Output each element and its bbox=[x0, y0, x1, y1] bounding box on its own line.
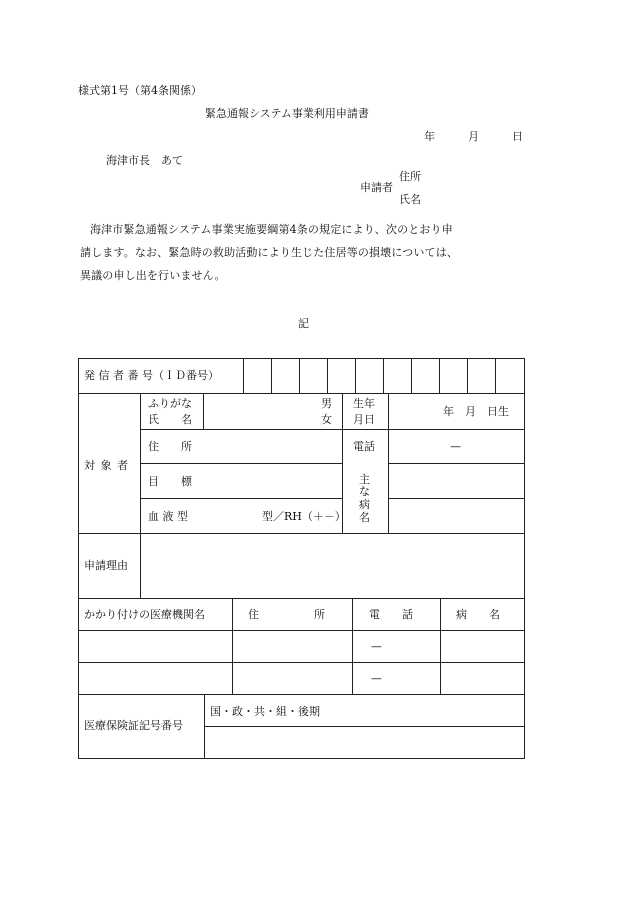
statement-line-2: 請します。なお、緊急時の救助活動により生じた住居等の損壊については、 bbox=[80, 246, 458, 259]
furigana-label: ふりがな bbox=[148, 397, 192, 410]
insurance-types: 国・政・共・組・後期 bbox=[210, 705, 320, 718]
blood-type-format: 型／RH（＋－） bbox=[262, 510, 346, 523]
sender-number-label: 発 信 者 番 号（ＩＤ番号） bbox=[84, 369, 219, 382]
applicant-address-label: 住所 bbox=[399, 170, 421, 183]
date-line bbox=[424, 131, 523, 142]
clinic-address-header: 住 所 bbox=[248, 608, 325, 621]
disease-char-4: 名 bbox=[359, 511, 370, 524]
birth-label-2: 月日 bbox=[353, 413, 375, 426]
clinic-phone-dash-2: — bbox=[371, 672, 382, 685]
applicant-label: 申請者 bbox=[360, 181, 393, 194]
statement-line-1: 海津市緊急通報システム事業実施要綱第4条の規定により、次のとおり申 bbox=[90, 223, 453, 236]
document-title: 緊急通報システム事業利用申請書 bbox=[205, 107, 369, 120]
applicant-name-label: 氏名 bbox=[399, 193, 421, 206]
statement-line-3: 異議の申し出を行いません。 bbox=[80, 269, 226, 282]
ki-heading: 記 bbox=[298, 317, 309, 330]
addressee: 海津市長 あて bbox=[106, 154, 183, 167]
name-label: 氏 名 bbox=[148, 413, 192, 426]
clinic-phone-dash-1: — bbox=[371, 640, 382, 653]
birth-label-1: 生年 bbox=[353, 397, 375, 410]
phone-label: 電話 bbox=[353, 440, 375, 453]
date-month: 月 bbox=[468, 130, 479, 143]
subject-label: 対 象 者 bbox=[84, 459, 129, 472]
disease-char-1: 主 bbox=[359, 473, 370, 486]
birth-date-format: 年 月 日生 bbox=[443, 405, 509, 418]
date-year: 年 bbox=[424, 130, 435, 143]
clinic-phone-header: 電 話 bbox=[369, 608, 413, 621]
address-label: 住 所 bbox=[148, 440, 192, 453]
landmark-label: 目 標 bbox=[148, 475, 192, 488]
clinic-disease-header: 病 名 bbox=[456, 608, 500, 621]
male-label: 男 bbox=[321, 397, 332, 410]
reason-label: 申請理由 bbox=[84, 559, 128, 572]
form-number: 様式第1号（第4条関係） bbox=[78, 84, 202, 97]
date-day: 日 bbox=[512, 130, 523, 143]
insurance-label: 医療保険証記号番号 bbox=[84, 719, 183, 732]
phone-dash: — bbox=[450, 440, 461, 453]
disease-char-2: な bbox=[359, 485, 370, 498]
clinic-name-header: かかり付けの医療機関名 bbox=[84, 608, 205, 621]
request-statement bbox=[80, 218, 535, 287]
disease-char-3: 病 bbox=[359, 498, 370, 511]
blood-type-label: 血 液 型 bbox=[148, 510, 188, 523]
female-label: 女 bbox=[321, 413, 332, 426]
